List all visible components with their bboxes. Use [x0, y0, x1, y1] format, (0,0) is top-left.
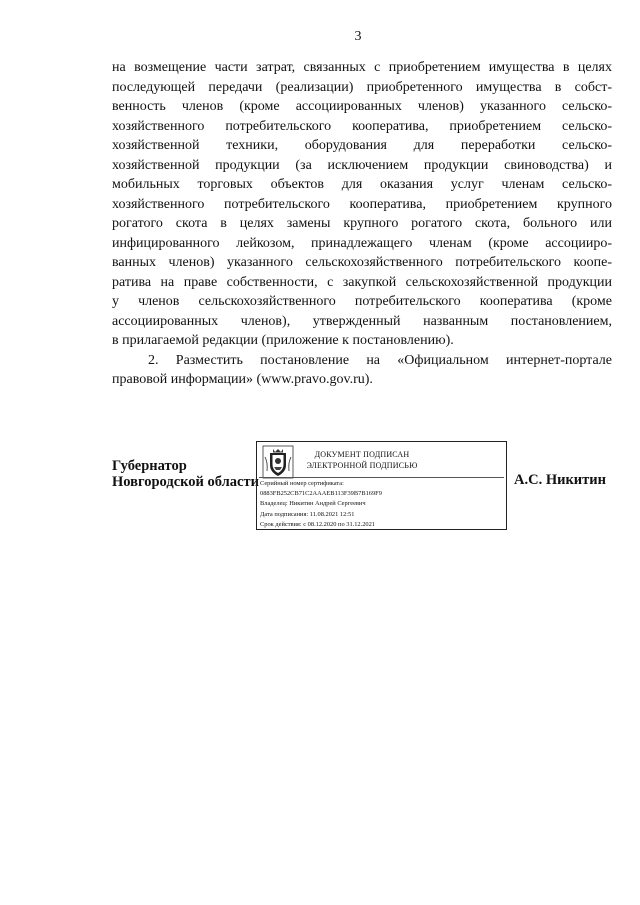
signing-date: Дата подписания: 11.08.2021 12:51 [260, 510, 355, 518]
certificate-serial-label: Серийный номер сертификата: [260, 480, 344, 487]
body-line: хозяйственного потребительского кооператива, приобретением сельско- [112, 118, 612, 134]
body-line: ратива на праве собственности, с закупкой сельскохозяйственной продукции [112, 274, 612, 290]
stamp-divider [259, 477, 504, 478]
body-line: на возмещение части затрат, связанных с приобретением имущества в целях [112, 60, 612, 75]
body-line: ванных членов) указанного сельскохозяйственного потребительского коопе- [112, 255, 612, 270]
body-line: хозяйственной техники, оборудования для переработки сельско- [112, 138, 612, 153]
body-line: в прилагаемой редакции (приложение к постановлению). [112, 333, 454, 348]
signatory-name: А.С. Никитин [514, 472, 606, 488]
signatory-title-line1: Губернатор [112, 458, 187, 474]
body-line: хозяйственной продукции (за исключением продукции свиноводства) и [112, 157, 612, 173]
coat-of-arms-icon [262, 445, 294, 479]
body-line: правовой информации» (www.pravo.gov.ru). [112, 372, 373, 387]
signatory-title [112, 458, 259, 490]
stamp-header-line2: ЭЛЕКТРОННОЙ ПОДПИСЬЮ [306, 461, 418, 470]
body-line: у членов сельскохозяйственного потребительского кооператива (кроме [112, 294, 612, 309]
body-line: ассоциированных членов), утвержденный названным постановлением, [112, 313, 612, 329]
certificate-owner: Владелец: Никитин Андрей Сергеевич [260, 500, 366, 508]
body-line: венность членов (кроме ассоциированных членов) указанного сельско- [112, 99, 612, 114]
body-line: инфицированного лейкозом, принадлежащего членам (кроме ассоцииро- [112, 235, 612, 251]
body-line: 2. Разместить постановление на «Официальном интернет-портале [148, 352, 612, 368]
stamp-details [260, 479, 382, 530]
body-line: мобильных торговых объектов для оказания услуг членам сельско- [112, 177, 612, 192]
page-number: 3 [354, 29, 362, 44]
body-line: хозяйственного потребительского кооператива, приобретением крупного [112, 196, 612, 212]
stamp-header [297, 449, 427, 471]
certificate-serial: 0883FB252CB71C2AAAEB113F39B7B169F9 [260, 490, 382, 498]
stamp-header-line1: ДОКУМЕНТ ПОДПИСАН [314, 450, 410, 459]
certificate-validity: Срок действия: с 08.12.2020 по 31.12.2021 [260, 520, 376, 528]
body-text [112, 58, 612, 390]
signatory-title-line2: Новгородской области [112, 474, 259, 490]
body-line: последующей передачи (реализации) приобретенного имущества в собст- [112, 79, 612, 95]
body-line: рогатого скота в целях замены крупного рогатого скота, больного или [112, 216, 612, 231]
electronic-signature-stamp [256, 441, 507, 530]
